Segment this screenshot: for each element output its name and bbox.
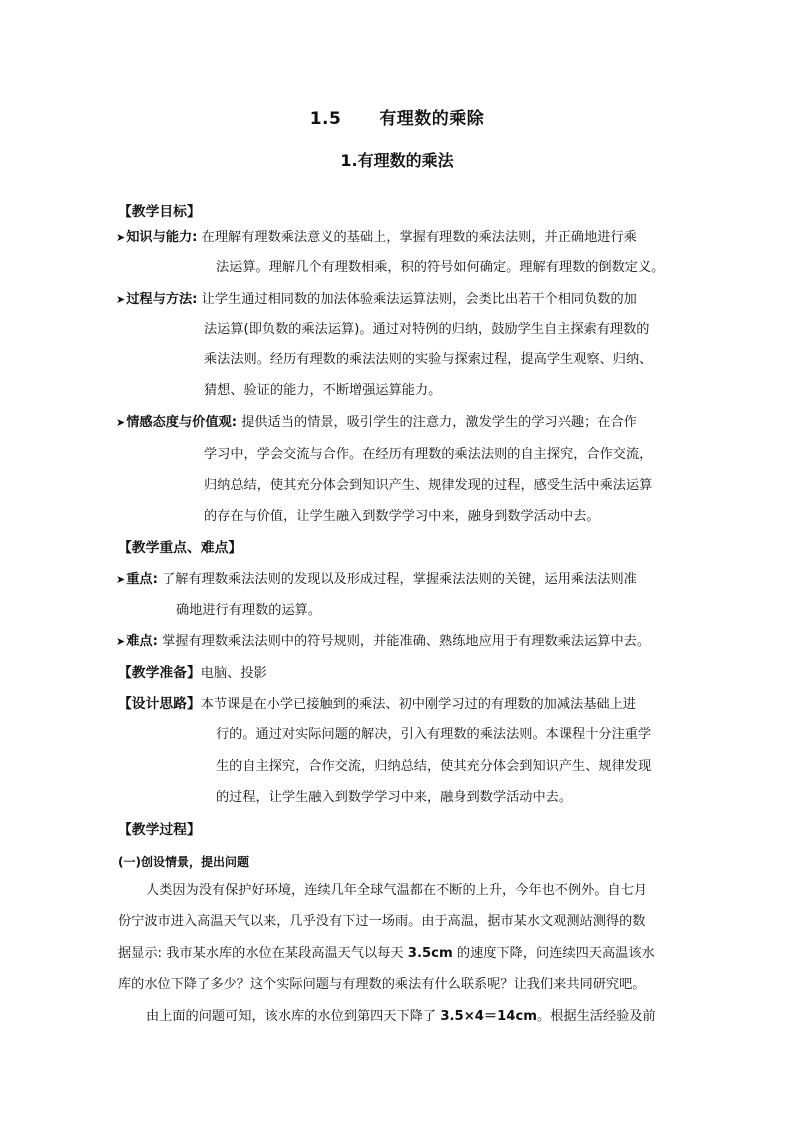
keypoints-header: 【教学重点、难点】 (118, 540, 243, 556)
difficulty-label: 难点: (126, 634, 158, 649)
process-subheading: (一)创设情景，提出问题 (118, 855, 249, 869)
process-header: 【教学过程】 (118, 822, 201, 838)
design-header: 【设计思路】 (118, 696, 201, 712)
prep-header: 【教学准备】 (118, 665, 201, 681)
paragraph-1-text-c: 的速度下降，问连续四天高温该水 (452, 946, 655, 961)
process-line-4: 猜想、验证的能力，不断增强运算能力。 (204, 383, 442, 398)
knowledge-line-2: 法运算。理解几个有理数相乘，积的符号如何确定。理解有理数的倒数定义。 (216, 260, 665, 275)
calculation-expression: 3.5×4＝14cm (440, 1009, 538, 1024)
attitude-line-3: 归纳总结，使其充分体会到知识产生、规律发现的过程，感受生活中乘法运算 (204, 478, 653, 493)
prep-text: 电脑、投影 (200, 666, 267, 681)
section-title: 有理数的乘除 (379, 109, 485, 129)
attitude-text: 提供适当的情景，吸引学生的注意力，激发学生的学习兴趣；在合作 (237, 415, 637, 430)
paragraph-1-line-2: 份宁波市进入高温天气以来，几乎没有下过一场雨。由于高温，据市某水文观测站测得的数 (118, 914, 646, 929)
paragraph-1-line-1: 人类因为没有保护好环境，连续几年全球气温都在不断的上升，今年也不例外。自七月 (146, 883, 648, 898)
arrow-bullet-icon: ➤ (116, 573, 126, 586)
process-label: 过程与方法: (126, 292, 198, 307)
rate-value: 3.5cm (407, 946, 453, 961)
design-text-1: 本节课是在小学已接触到的乘法、初中刚学习过的有理数的加减法基础上进 (200, 697, 636, 712)
attitude-line-1 (116, 413, 637, 433)
arrow-bullet-icon: ➤ (116, 231, 126, 244)
process-line-2: 法运算(即负数的乘法运算)。通过对特例的归纳，鼓励学生自主探索有理数的 (204, 322, 650, 337)
prep-line (118, 663, 267, 684)
page-title (0, 104, 794, 129)
process-text: 让学生通过相同数的加法体验乘法运算法则，会类比出若干个相同负数的加 (197, 292, 637, 307)
design-line-4: 的过程，让学生融入到数学学习中来，融身到数学活动中去。 (216, 790, 573, 805)
knowledge-label: 知识与能力: (126, 230, 198, 245)
key-line-1 (116, 570, 637, 590)
paragraph-1-line-3 (118, 944, 655, 964)
objectives-header: 【教学目标】 (118, 204, 201, 220)
paragraph-2-text-a: 由上面的问题可知，该水库的水位到第四天下降了 (146, 1009, 441, 1024)
arrow-bullet-icon: ➤ (116, 416, 126, 429)
paragraph-2-line-1 (146, 1007, 656, 1027)
knowledge-line-1 (116, 228, 637, 248)
attitude-label: 情感态度与价值观: (126, 415, 237, 430)
attitude-line-4: 的存在与价值，让学生融入到数学学习中来，融身到数学活动中去。 (204, 509, 600, 524)
difficulty-line-1 (116, 632, 650, 652)
attitude-line-2: 学习中，学会交流与合作。在经历有理数的乘法法则的自主探究，合作交流， (204, 447, 653, 462)
design-line-2: 行的。通过对实际问题的解决，引入有理数的乘法法则。本课程十分注重学 (216, 727, 652, 742)
process-line-1 (116, 290, 637, 310)
process-line-3: 乘法法则。经历有理数的乘法法则的实验与探索过程，提高学生观察、归纳、 (204, 352, 653, 367)
design-line-1 (118, 694, 636, 715)
arrow-bullet-icon: ➤ (116, 293, 126, 306)
knowledge-text: 在理解有理数乘法意义的基础上，掌握有理数的乘法法则，并正确地进行乘 (197, 230, 637, 245)
paragraph-2-text-c: 。根据生活经验及前 (537, 1009, 656, 1024)
difficulty-text: 掌握有理数乘法法则中的符号规则，并能准确、熟练地应用于有理数乘法运算中去。 (157, 634, 651, 649)
arrow-bullet-icon: ➤ (116, 635, 126, 648)
paragraph-1-text-a: 据显示: 我市某水库的水位在某段高温天气以每天 (118, 946, 408, 961)
key-text: 了解有理数乘法法则的发现以及形成过程，掌握乘法法则的关键，运用乘法法则准 (157, 572, 637, 587)
paragraph-1-line-4: 库的水位下降了多少？这个实际问题与有理数的乘法有什么联系呢？让我们来共同研究吧。 (118, 977, 646, 992)
design-line-3: 生的自主探究，合作交流，归纳总结，使其充分体会到知识产生、规律发现 (216, 759, 652, 774)
key-label: 重点: (126, 572, 158, 587)
section-number: 1.5 (309, 109, 342, 129)
page-subtitle: 1.有理数的乘法 (340, 151, 454, 170)
key-line-2: 确地进行有理数的运算。 (176, 603, 322, 618)
